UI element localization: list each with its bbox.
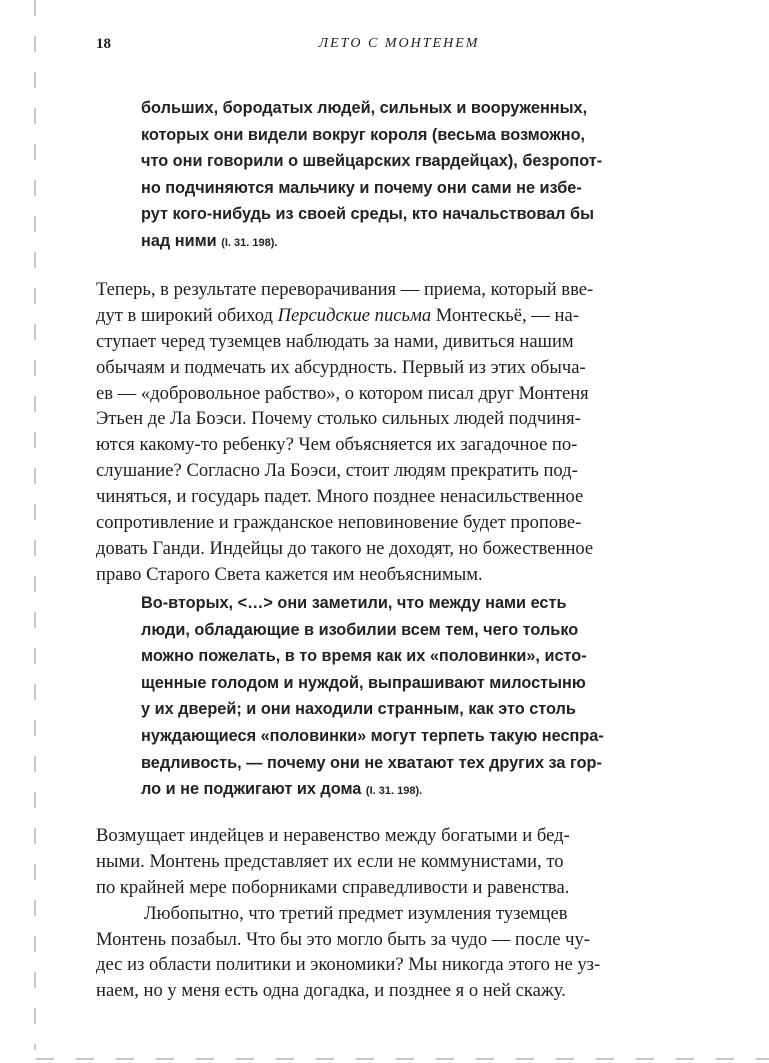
page-number: 18 (96, 36, 111, 52)
text-line: довать Ганди. Индейцы до такого не доходят, но божественное (96, 537, 594, 559)
paragraph-2 (96, 823, 678, 1004)
quote-line: но подчиняются мальчику и почему они сами не избе- (141, 178, 582, 197)
quote-line: рут кого-нибудь из своей среды, кто начальствовал бы (141, 205, 595, 224)
quote-text: над ними (141, 231, 217, 250)
text-line: сопротивление и гражданское неповиновение будет пропове- (96, 512, 582, 534)
text-line (96, 303, 678, 329)
text-run: дут в широкий обиход (96, 304, 278, 326)
block-quote-2 (141, 590, 677, 803)
quote-line: которых они видели вокруг короля (весьма возможно, (141, 125, 586, 144)
text-line: ными. Монтень представляет их если не коммунистами, то (96, 850, 564, 872)
quote-text: ло и не поджигают их дома (141, 780, 362, 799)
quote-line-last (141, 776, 677, 803)
text-line: Теперь, в результате переворачивания — приема, который вве- (96, 279, 594, 300)
quote-reference: (I. 31. 198). (221, 236, 278, 249)
paragraph-1 (96, 277, 678, 588)
text-line: по крайней мере поборниками справедливости и равенства. (96, 876, 570, 898)
text-line: дес из области политики и экономики? Мы никогда этого не уз- (96, 954, 601, 976)
running-head (96, 36, 672, 58)
text-line: ев — «добровольное рабство», о котором писал друг Монтеня (96, 382, 589, 404)
quote-line: можно пожелать, в то время как их «половинки», исто- (141, 647, 587, 666)
text-line: ступает черед туземцев наблюдать за нами, дивиться нашим (96, 330, 574, 352)
text-line: Монтень позабыл. Что бы это могло быть за чудо — после чу- (96, 928, 590, 950)
text-line: чиняться, и государь падет. Много позднее ненасильственное (96, 486, 584, 508)
text-line: обычаям и подмечать их абсурдность. Первый из этих обыча- (96, 356, 586, 378)
quote-line: у их дверей; и они находили странным, как это столь (141, 700, 576, 719)
crop-mark-horizontal (36, 1058, 769, 1060)
text-line: право Старого Света кажется им необъяснимым. (96, 563, 483, 585)
text-line: ются какому-то ребенку? Чем объясняется их загадочное по- (96, 434, 578, 456)
text-line: слушание? Согласно Ла Боэси, стоит людям прекратить под- (96, 460, 578, 482)
quote-line-last (141, 228, 677, 255)
quote-reference: (I. 31. 198). (365, 785, 423, 798)
quote-line: Во-вторых, <…> они заметили, что между нами есть (141, 594, 567, 612)
italic-title: Персидские письма (277, 304, 432, 326)
text-line: наем, но у меня есть одна догадка, и позднее я о ней скажу. (96, 980, 566, 1002)
quote-line: нуждающиеся «половинки» могут терпеть такую неспра- (141, 726, 604, 745)
book-title: ЛЕТО С МОНТЕНЕМ (318, 36, 480, 51)
text-line: Любопытно, что третий предмет изумления туземцев (144, 902, 568, 924)
quote-line: больших, бородатых людей, сильных и вооруженных, (141, 99, 588, 117)
crop-mark-vertical (34, 0, 36, 1050)
quote-line: щенные голодом и нуждой, выпрашивают милостыню (141, 673, 586, 692)
quote-line: что они говорили о швейцарских гвардейцах), безропот- (141, 152, 603, 171)
text-line: Этьен де Ла Боэси. Почему столько сильных людей подчиня- (96, 408, 581, 430)
text-run: Монтескьё, — на- (431, 304, 579, 326)
quote-line: люди, обладающие в изобилии всем тем, чего только (141, 620, 579, 639)
quote-line: ведливость, — почему они не хватают тех других за гор- (141, 753, 602, 772)
text-line: Возмущает индейцев и неравенство между богатыми и бед- (96, 825, 570, 846)
block-quote-1 (141, 95, 677, 255)
